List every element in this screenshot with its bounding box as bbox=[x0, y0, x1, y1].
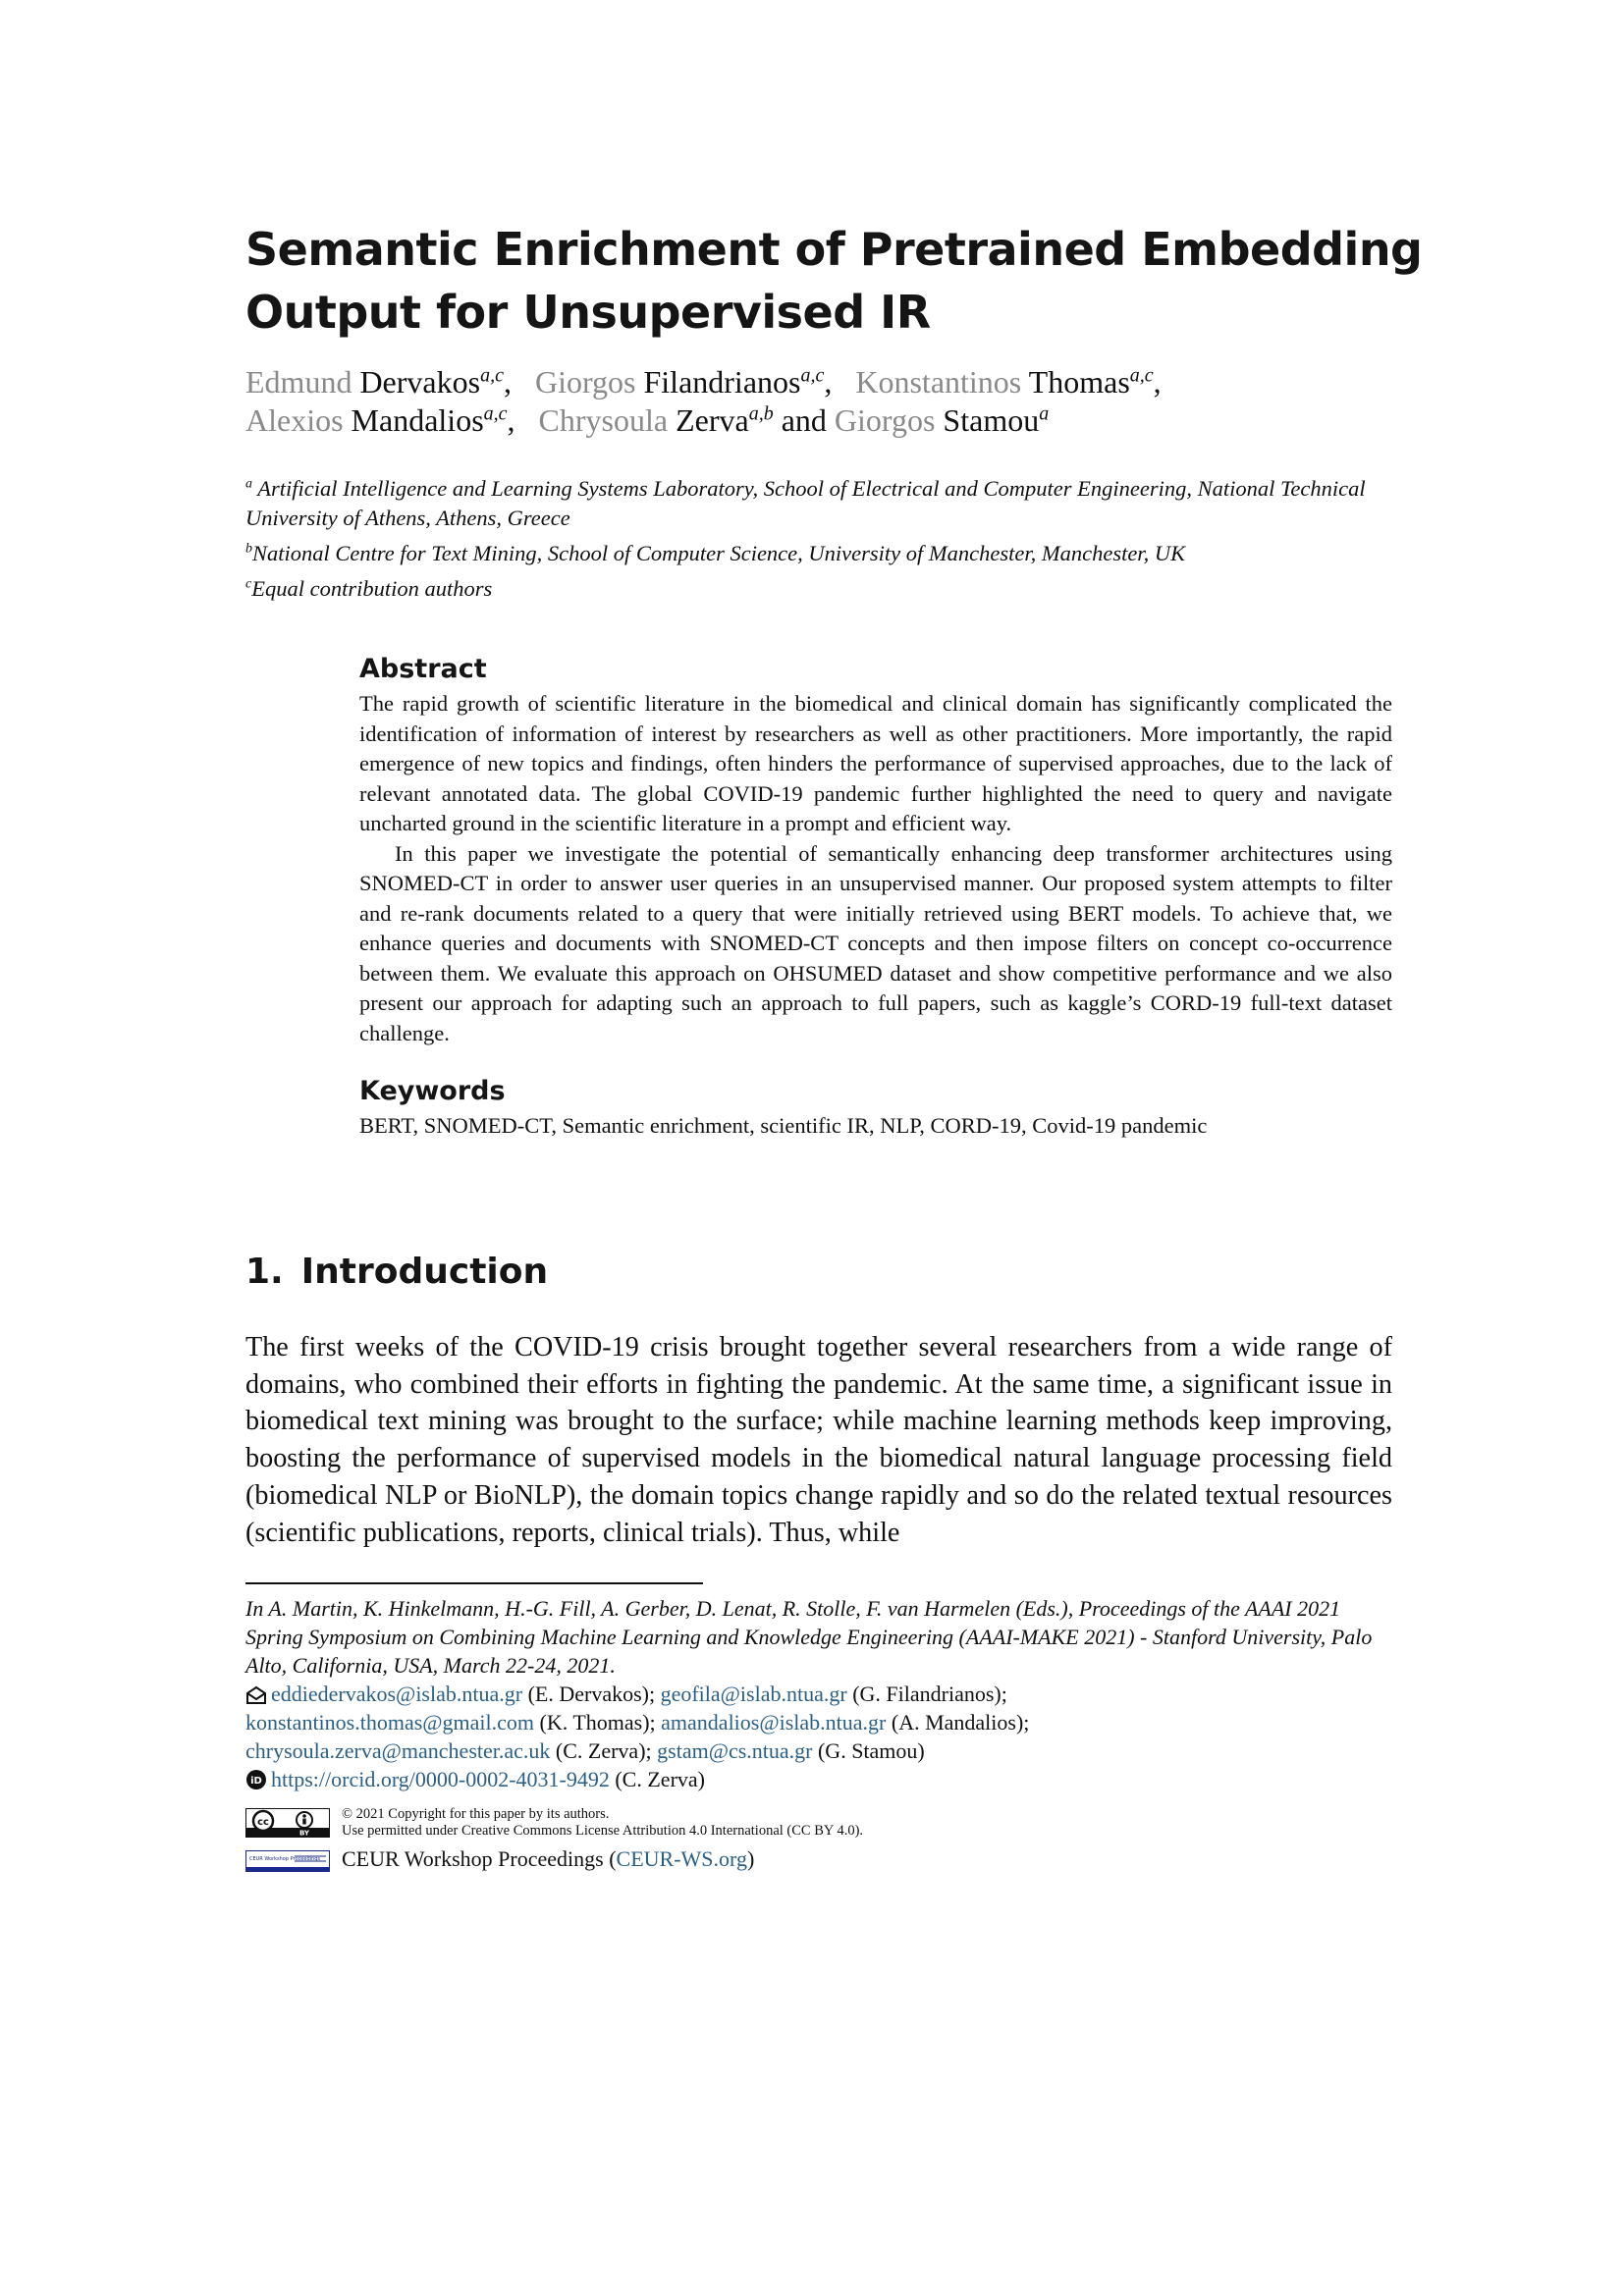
author-last-name: Stamou bbox=[943, 402, 1040, 438]
author bbox=[245, 402, 531, 438]
envelope-icon bbox=[245, 1685, 267, 1705]
venue-footnote: In A. Martin, K. Hinkelmann, H.-G. Fill, A. Gerber, D. Lenat, R. Stolle, F. van Harmelen (Eds.), Proceedings of the AAAI 2021 Spring Symposium on Combining Machine Learning and Knowledge Engineering (AAAI-MAKE 2021) - Stanford University, Palo Alto, California, USA, March 22-24, 2021. bbox=[245, 1596, 1373, 1678]
license-line: Use permitted under Creative Commons License Attribution 4.0 International (CC BY 4.0). bbox=[342, 1823, 864, 1839]
orcid-footnote bbox=[245, 1765, 1396, 1793]
author bbox=[855, 364, 1161, 400]
affiliation-sup: c bbox=[245, 576, 252, 592]
keywords-list: BERT, SNOMED-CT, Semantic enrichment, scientific IR, NLP, CORD-19, Covid-19 pandemic bbox=[359, 1113, 1208, 1138]
author bbox=[245, 364, 527, 400]
author-first-name: Giorgos bbox=[534, 364, 636, 400]
orcid-owner: (C. Zerva) bbox=[609, 1767, 705, 1791]
author-and: and bbox=[781, 402, 827, 438]
author-first-name: Chrysoula bbox=[538, 402, 669, 438]
email-owner: (K. Thomas); bbox=[534, 1710, 662, 1735]
author-first-name: Edmund bbox=[245, 364, 352, 400]
section-number: 1. bbox=[245, 1252, 284, 1292]
title-line-2: Output for Unsupervised IR bbox=[245, 286, 931, 339]
author-affil-sup: a,c bbox=[483, 402, 508, 425]
ceur-logo-icon[interactable] bbox=[245, 1850, 330, 1872]
affiliation-text: National Centre for Text Mining, School of Computer Science, University of Manchester, Manchester, UK bbox=[252, 541, 1186, 565]
author-last-name: Filandrianos bbox=[643, 364, 801, 400]
author-separator: , bbox=[507, 402, 531, 438]
author-affil-sup: a bbox=[1039, 402, 1050, 425]
author-affil-sup: a,b bbox=[748, 402, 774, 425]
introduction-paragraph: The first weeks of the COVID-19 crisis brought together several researchers from a wide range of domains, who combined their efforts in fighting the pandemic. At the same time, a significant issue in biomedical text mining was brought to the surface; while machine learning methods keep improving, boosting the performance of supervised models in the biomedical natural language processing field (biomedical NLP or BioNLP), the domain topics change rapidly and so do the related textual resources (scientific publications, reports, clinical trials). Thus, while bbox=[245, 1332, 1392, 1548]
email-link[interactable]: konstantinos.thomas@gmail.com bbox=[245, 1710, 535, 1735]
email-owner: (G. Stamou) bbox=[812, 1738, 925, 1763]
affiliation bbox=[245, 574, 1394, 604]
author-separator: , bbox=[503, 364, 527, 400]
svg-text:iD: iD bbox=[250, 1776, 262, 1787]
author-last-name: Zerva bbox=[676, 402, 749, 438]
email-link[interactable]: amandalios@islab.ntua.gr bbox=[661, 1710, 887, 1735]
svg-text:cc: cc bbox=[257, 1817, 269, 1828]
ceur-prefix: CEUR Workshop Proceedings ( bbox=[342, 1846, 617, 1871]
ceur-link[interactable]: CEUR-WS.org bbox=[616, 1846, 747, 1871]
abstract-paragraph-2: In this paper we investigate the potential of semantically enhancing deep transformer architectures using SNOMED-CT in order to answer user queries in an unsupervised manner. Our proposed system attempts to filter and re-rank documents related to a query that were initially retrieved using BERT models. To achieve that, we enhance queries and documents with SNOMED-CT concepts and then impose filters on concept co-occurrence between them. We evaluate this approach on OHSUMED dataset and show competitive performance and we also present our approach for adapting such an approach to full papers, such as kaggle’s CORD-19 full-text dataset challenge. bbox=[359, 840, 1392, 1045]
copyright-line: © 2021 Copyright for this paper by its authors. bbox=[342, 1806, 610, 1822]
section-heading-introduction bbox=[245, 1249, 1394, 1296]
author-affil-sup: a,c bbox=[480, 364, 504, 387]
title-line-1: Semantic Enrichment of Pretrained Embedding bbox=[245, 223, 1423, 276]
email-link[interactable]: gstam@cs.ntua.gr bbox=[657, 1738, 813, 1763]
affiliation bbox=[245, 474, 1394, 533]
license-row bbox=[245, 1806, 1031, 1840]
author-last-name: Thomas bbox=[1028, 364, 1130, 400]
author-first-name: Giorgos bbox=[834, 402, 936, 438]
footnotes bbox=[245, 1594, 1396, 1793]
author-list bbox=[245, 363, 1404, 440]
cc-badge-label: BY bbox=[298, 1829, 310, 1838]
affiliation-sup: a bbox=[245, 476, 252, 492]
author-last-name: Mandalios bbox=[351, 402, 484, 438]
paper-title bbox=[245, 218, 1424, 344]
author bbox=[539, 402, 774, 438]
author-affil-sup: a,c bbox=[1129, 364, 1154, 387]
ceur-suffix: ) bbox=[746, 1846, 755, 1871]
abstract-paragraph-1: The rapid growth of scientific literature in the biomedical and clinical domain has significantly complicated the identification of information of interest by researchers as well as other practitioners. More importantly, the rapid emergence of new topics and findings, often hinders the performance of supervised approaches, due to the lack of relevant annotated data. The global COVID-19 pandemic further highlighted the need to query and navigate uncharted ground in the scientific literature in a prompt and efficient way. bbox=[359, 691, 1392, 835]
email-owner: (E. Dervakos); bbox=[522, 1682, 661, 1706]
abstract-heading: Abstract bbox=[359, 654, 487, 684]
author-line-2 bbox=[245, 401, 1404, 440]
affiliation bbox=[245, 539, 1394, 568]
orcid-icon bbox=[245, 1769, 267, 1790]
affiliation-text: Artificial Intelligence and Learning Systems Laboratory, School of Electrical and Computer Engineering, National Technical University of Athens, Athens, Greece bbox=[245, 476, 1366, 530]
affiliations bbox=[245, 474, 1394, 610]
ceur-badge-label: CEUR Workshop Proceedings bbox=[249, 1856, 320, 1862]
ceur-text bbox=[342, 1845, 754, 1873]
author-last-name: Dervakos bbox=[359, 364, 481, 400]
author bbox=[535, 364, 847, 400]
section-title: Introduction bbox=[300, 1252, 549, 1292]
author-affil-sup: a,c bbox=[800, 364, 825, 387]
email-footnote bbox=[245, 1680, 1396, 1765]
orcid-link[interactable]: https://orcid.org/0000-0002-4031-9492 bbox=[271, 1767, 610, 1791]
abstract-block bbox=[359, 652, 1392, 1141]
email-link[interactable]: geofila@islab.ntua.gr bbox=[660, 1682, 847, 1706]
email-link[interactable]: chrysoula.zerva@manchester.ac.uk bbox=[245, 1738, 551, 1763]
email-link[interactable]: eddiedervakos@islab.ntua.gr bbox=[271, 1682, 523, 1706]
keywords-heading: Keywords bbox=[359, 1076, 506, 1106]
license-text bbox=[342, 1806, 863, 1840]
author-line-1 bbox=[245, 363, 1404, 401]
email-owner: (A. Mandalios); bbox=[886, 1710, 1030, 1735]
affiliation-sup: b bbox=[245, 541, 252, 557]
email-owner: (G. Filandrianos); bbox=[846, 1682, 1007, 1706]
author bbox=[835, 402, 1049, 438]
cc-by-icon[interactable] bbox=[245, 1808, 330, 1838]
affiliation-text: Equal contribution authors bbox=[251, 576, 493, 601]
footnote-divider bbox=[245, 1582, 703, 1584]
ceur-row bbox=[245, 1845, 1031, 1875]
email-owner: (C. Zerva); bbox=[550, 1738, 658, 1763]
author-first-name: Alexios bbox=[245, 402, 344, 438]
author-first-name: Konstantinos bbox=[855, 364, 1022, 400]
author-separator: , bbox=[1153, 364, 1162, 400]
author-separator: , bbox=[824, 364, 848, 400]
